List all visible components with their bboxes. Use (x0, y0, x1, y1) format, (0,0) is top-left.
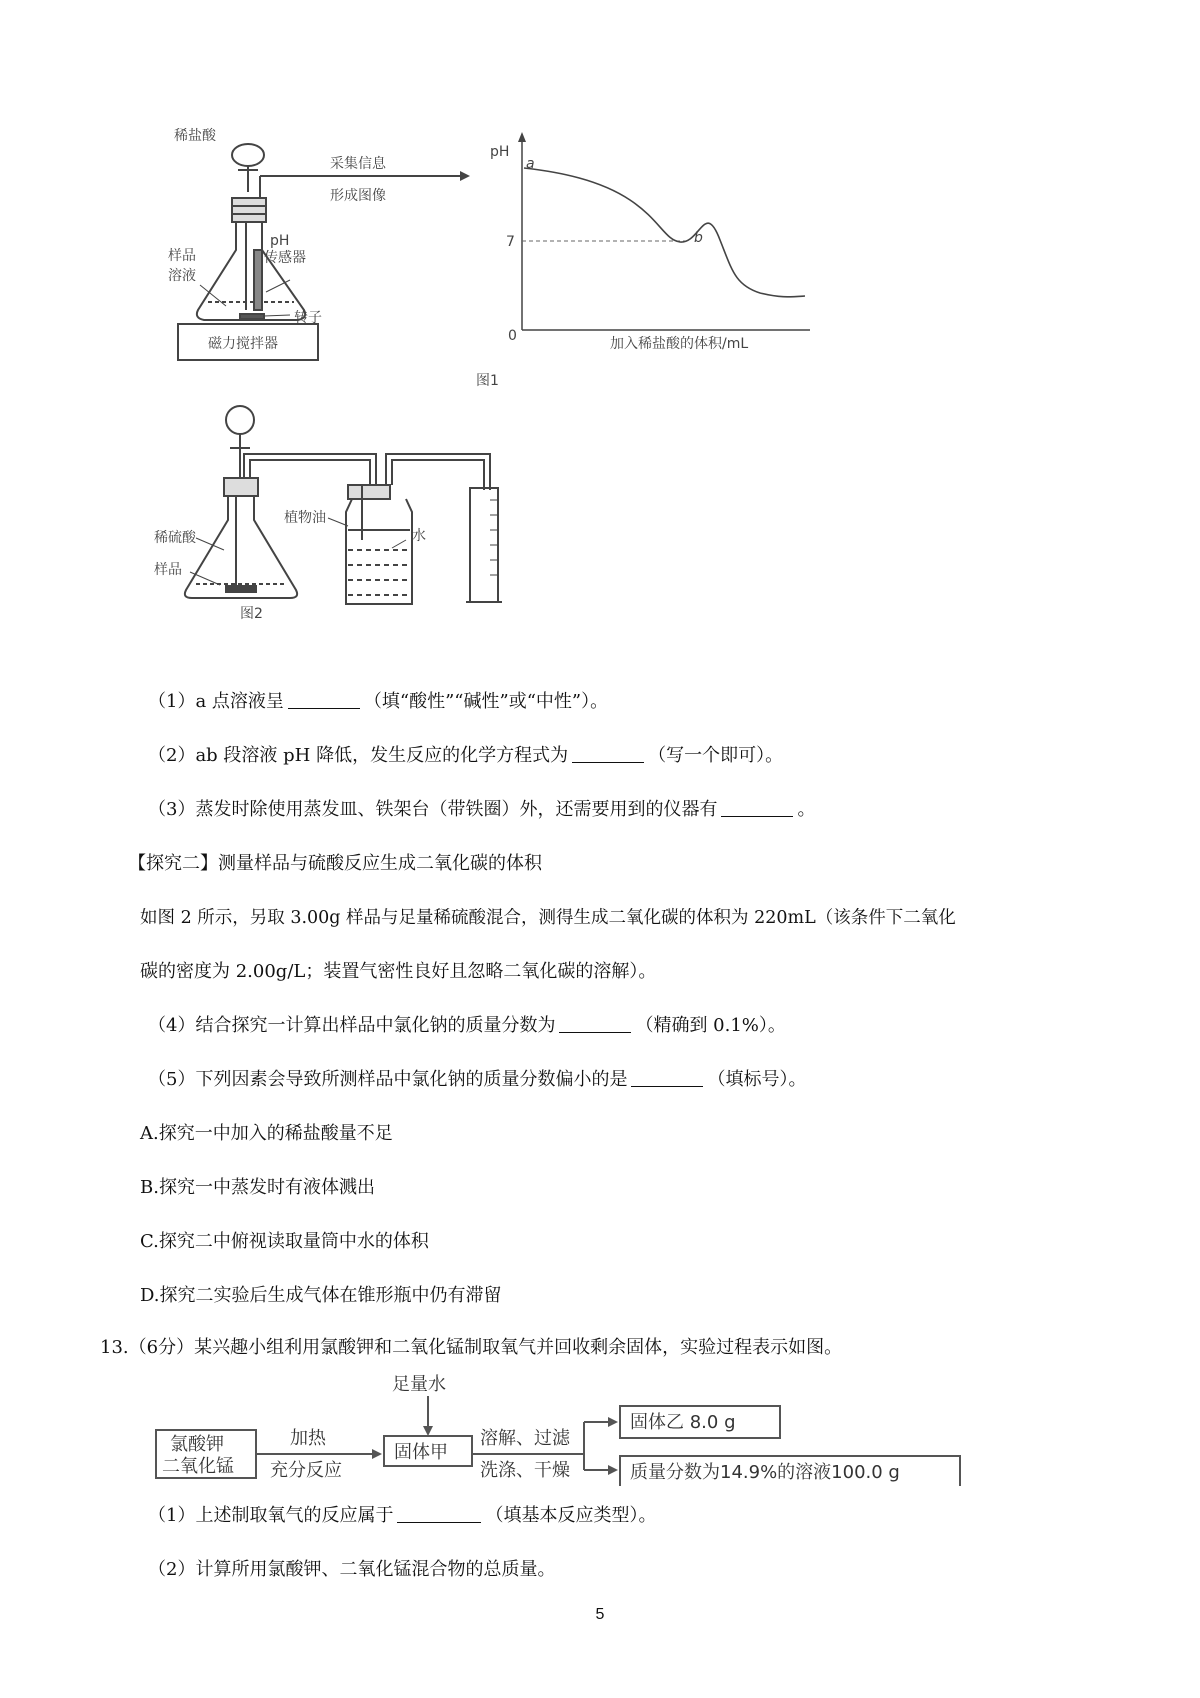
flow-step2-bottom: 洗涤、干燥 (480, 1460, 570, 1481)
label-sulfuric-acid: 稀硫酸 (154, 530, 196, 546)
question-2-text: （2）ab 段溶液 pH 降低，发生反应的化学方程式为 (148, 745, 569, 766)
option-a: A.探究一中加入的稀盐酸量不足 (140, 1123, 393, 1144)
question-2-hint: （写一个即可）。 (648, 745, 784, 766)
question-2 (148, 744, 783, 768)
label-sensor-2: 传感器 (264, 250, 306, 266)
flow-water-label: 足量水 (392, 1374, 446, 1395)
flow-step1-bottom: 充分反应 (270, 1460, 342, 1481)
label-vegetable-oil: 植物油 (284, 510, 326, 526)
question-5-hint: （填标号）。 (707, 1069, 807, 1090)
label-sample: 样品 (154, 562, 182, 578)
flow-start-line-1: 氯酸钾 (170, 1434, 224, 1455)
ph-curve-graph (490, 132, 810, 352)
flow-step2-top: 溶解、过滤 (480, 1428, 570, 1449)
label-collect-1: 采集信息 (330, 156, 386, 172)
flow-step1-top: 加热 (290, 1428, 326, 1449)
flow-result-2: 质量分数为14.9%的溶液100.0 g (630, 1462, 900, 1483)
question-4-text: （4）结合探究一计算出样品中氯化钠的质量分数为 (148, 1015, 556, 1036)
question-4 (148, 1014, 786, 1038)
question-13-1-text: （1）上述制取氧气的反应属于 (148, 1505, 394, 1526)
answer-blank-1[interactable] (288, 690, 360, 709)
label-rotor: 转子 (294, 310, 322, 326)
ph-curve (524, 168, 805, 297)
question-5 (148, 1068, 806, 1092)
x-axis-label: 加入稀盐酸的体积/mL (610, 336, 749, 352)
flow-result-1: 固体乙 8.0 g (630, 1412, 736, 1433)
answer-blank-2[interactable] (572, 744, 644, 763)
arrow-head-icon (460, 171, 470, 181)
question-1 (148, 690, 608, 714)
question-13-1 (148, 1504, 656, 1528)
question-1-hint: （填“酸性”“碱性”或“中性”）。 (363, 691, 609, 712)
label-water: 水 (412, 528, 426, 544)
answer-blank-13-1[interactable] (397, 1504, 481, 1523)
point-b-label: b (694, 230, 703, 246)
question-13-1-hint: （填基本反应类型）。 (485, 1505, 657, 1526)
question-1-text: （1）a 点溶液呈 (148, 691, 284, 712)
label-collect-2: 形成图像 (330, 188, 386, 204)
explore2-text-2: 碳的密度为 2.00g/L；装置气密性良好且忽略二氧化碳的溶解）。 (140, 961, 657, 982)
answer-blank-4[interactable] (559, 1014, 631, 1033)
answer-blank-5[interactable] (631, 1068, 703, 1087)
question-3 (148, 798, 815, 822)
figure-1 (160, 110, 880, 410)
figure-2-caption: 图2 (240, 606, 263, 622)
point-a-label: a (526, 156, 535, 172)
explore2-heading: 【探究二】测量样品与硫酸反应生成二氧化碳的体积 (128, 853, 542, 874)
question-3-end: 。 (797, 799, 816, 820)
flask-apparatus-diagram (178, 144, 460, 360)
label-acid: 稀盐酸 (174, 128, 216, 144)
label-sample-2: 溶液 (168, 268, 196, 284)
question-3-text: （3）蒸发时除使用蒸发皿、铁架台（带铁圈）外，还需要用到的仪器有 (148, 799, 718, 820)
y-axis-label: pH (490, 144, 510, 160)
label-sample-1: 样品 (168, 248, 196, 264)
answer-blank-3[interactable] (721, 798, 793, 817)
question-4-hint: （精确到 0.1%）。 (635, 1015, 786, 1036)
origin-label: 0 (508, 328, 517, 344)
page-number: 5 (595, 1606, 605, 1623)
label-stirrer: 磁力搅拌器 (208, 336, 278, 352)
flow-middle-label: 固体甲 (394, 1442, 448, 1463)
flow-start-line-2: 二氧化锰 (162, 1456, 234, 1477)
tick-7-label: 7 (506, 234, 515, 250)
figure-2 (150, 400, 570, 622)
flow-diagram (140, 1370, 1040, 1486)
explore2-text-1: 如图 2 所示，另取 3.00g 样品与足量稀硫酸混合，测得生成二氧化碳的体积为 220mL（该条件下二氧化 (140, 908, 956, 928)
question-13-2: （2）计算所用氯酸钾、二氧化锰混合物的总质量。 (148, 1559, 556, 1580)
option-d: D.探究二实验后生成气体在锥形瓶中仍有滞留 (140, 1285, 502, 1306)
option-b: B.探究一中蒸发时有液体溅出 (140, 1177, 375, 1198)
option-c: C.探究二中俯视读取量筒中水的体积 (140, 1231, 429, 1252)
label-sensor-1: pH (270, 233, 290, 249)
gas-collection-apparatus (185, 406, 502, 604)
question-13-stem: 13.（6分）某兴趣小组利用氯酸钾和二氧化锰制取氧气并回收剩余固体，实验过程表示如图。 (100, 1337, 843, 1358)
question-5-text: （5）下列因素会导致所测样品中氯化钠的质量分数偏小的是 (148, 1069, 628, 1090)
figure-1-caption: 图1 (476, 373, 499, 389)
